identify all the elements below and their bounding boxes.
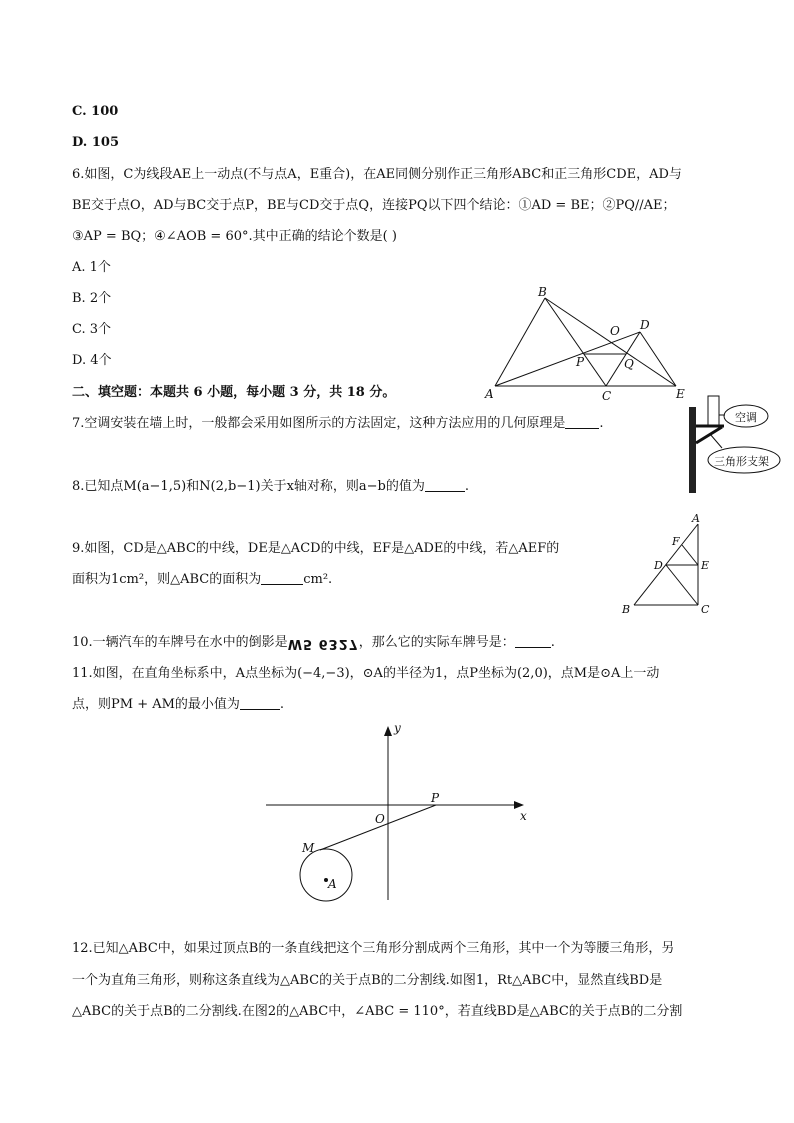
q9-text-b: cm².: [303, 572, 333, 587]
q7-text: 7.空调安装在墙上时，一般都会采用如图所示的方法固定，这种方法应用的几何原理是: [72, 416, 566, 431]
q9-label-f: F: [672, 535, 680, 548]
q9-label-b: B: [622, 603, 631, 616]
q6-label-d: D: [640, 318, 650, 332]
q6-stem-line1: 6.如图，C为线段AE上一动点(不与点A，E重合)，在AE同侧分别作正三角形ABC和正三角形CDE，AD与: [72, 167, 682, 182]
q7-end: .: [599, 416, 604, 431]
q9-answer-blank: [261, 571, 303, 585]
q9-text-a: 面积为1cm²，则△ABC的面积为: [72, 572, 262, 587]
section-title: 二、填空题：本题共 6 小题，每小题 3 分，共 18 分。: [72, 385, 396, 400]
q5-option-d: D. 105: [72, 135, 119, 150]
q6-option-b: B. 2个: [72, 291, 112, 306]
q6-label-p: P: [576, 355, 585, 369]
q6-option-a: A. 1个: [72, 260, 111, 275]
q9-stem-line2: [72, 571, 332, 589]
q6-label-c: C: [602, 389, 612, 403]
wall-shape: [689, 407, 696, 493]
q6-label-o: O: [610, 324, 620, 338]
q8-end: .: [464, 479, 470, 494]
circle-a: [300, 849, 352, 901]
y-axis-arrow: [384, 726, 392, 736]
q11-label-o: O: [375, 812, 385, 826]
q6-label-e: E: [676, 387, 685, 401]
q9-stem-line1: 9.如图，CD是△ABC的中线，DE是△ACD的中线，EF是△ADE的中线，若△AEF的: [72, 541, 560, 556]
q10-text-a: 10.一辆汽车的车牌号在水中的倒影是: [72, 635, 288, 650]
q7-bracket-figure: [680, 390, 790, 498]
q11-label-a: A: [328, 877, 337, 891]
q10-end: .: [550, 635, 555, 650]
q6-label-a: A: [485, 387, 494, 401]
q11-label-y: y: [394, 721, 401, 735]
q11-stem-line1: 11.如图，在直角坐标系中，A点坐标为(−4,−3)，⊙A的半径为1，点P坐标为(2,0)，点M是⊙A上一动: [72, 666, 660, 681]
q7-stem: [72, 415, 604, 433]
q8-answer-blank: [425, 478, 465, 492]
q11-label-x: x: [520, 809, 527, 823]
q6-option-c: C. 3个: [72, 322, 112, 337]
q11-end: .: [279, 697, 285, 712]
q6-stem-line3: ③AP = BQ；④∠AOB = 60°.其中正确的结论个数是( ): [72, 229, 397, 244]
q11-label-m: M: [302, 841, 315, 855]
q11-label-p: P: [431, 791, 440, 805]
q11-stem-line2: [72, 696, 284, 714]
q11-text: 点，则PM + AM的最小值为: [72, 697, 240, 712]
q8-stem: [72, 478, 469, 496]
plate-reflection: W5 6327: [287, 636, 359, 651]
ac-callout-text: 空调: [735, 411, 757, 424]
q9-triangle-figure: [612, 510, 722, 618]
bracket-callout-text: 三角形支架: [714, 455, 769, 468]
q6-triangle-figure: [480, 284, 690, 404]
q6-label-q: Q: [624, 357, 634, 371]
q9-label-d: D: [654, 559, 663, 572]
q6-label-b: B: [538, 285, 547, 299]
q10-text-b: ，那么它的实际车牌号是：: [358, 635, 515, 650]
q12-stem-line2: 一个为直角三角形，则称这条直线为△ABC的关于点B的二分割线.如图1，Rt△ABC中，显然直线BD是: [72, 973, 663, 988]
x-axis-arrow: [514, 801, 524, 809]
q8-text: 8.已知点M(a−1,5)和N(2,b−1)关于x轴对称，则a−b的值为: [72, 479, 425, 494]
q11-answer-blank: [240, 696, 280, 710]
q7-answer-blank: [565, 415, 599, 429]
q9-label-e: E: [701, 559, 710, 572]
q11-coordinate-figure: [258, 718, 538, 902]
q10-answer-blank: [515, 634, 551, 648]
q10-stem: [72, 634, 555, 652]
q9-label-c: C: [701, 603, 710, 616]
air-conditioner-shape: [708, 396, 719, 426]
q9-label-a: A: [692, 512, 700, 525]
q12-stem-line3: △ABC的关于点B的二分割线.在图2的△ABC中，∠ABC = 110°，若直线BD是△ABC的关于点B的二分割: [72, 1004, 683, 1019]
q6-option-d: D. 4个: [72, 353, 112, 368]
q5-option-c: C. 100: [72, 104, 119, 119]
q12-stem-line1: 12.已知△ABC中，如果过顶点B的一条直线把这个三角形分割成两个三角形，其中一个为等腰三角形，另: [72, 941, 675, 956]
q6-stem-line2: BE交于点O，AD与BC交于点P，BE与CD交于点Q，连接PQ以下四个结论：①AD = BE；②PQ//AE；: [72, 198, 676, 213]
